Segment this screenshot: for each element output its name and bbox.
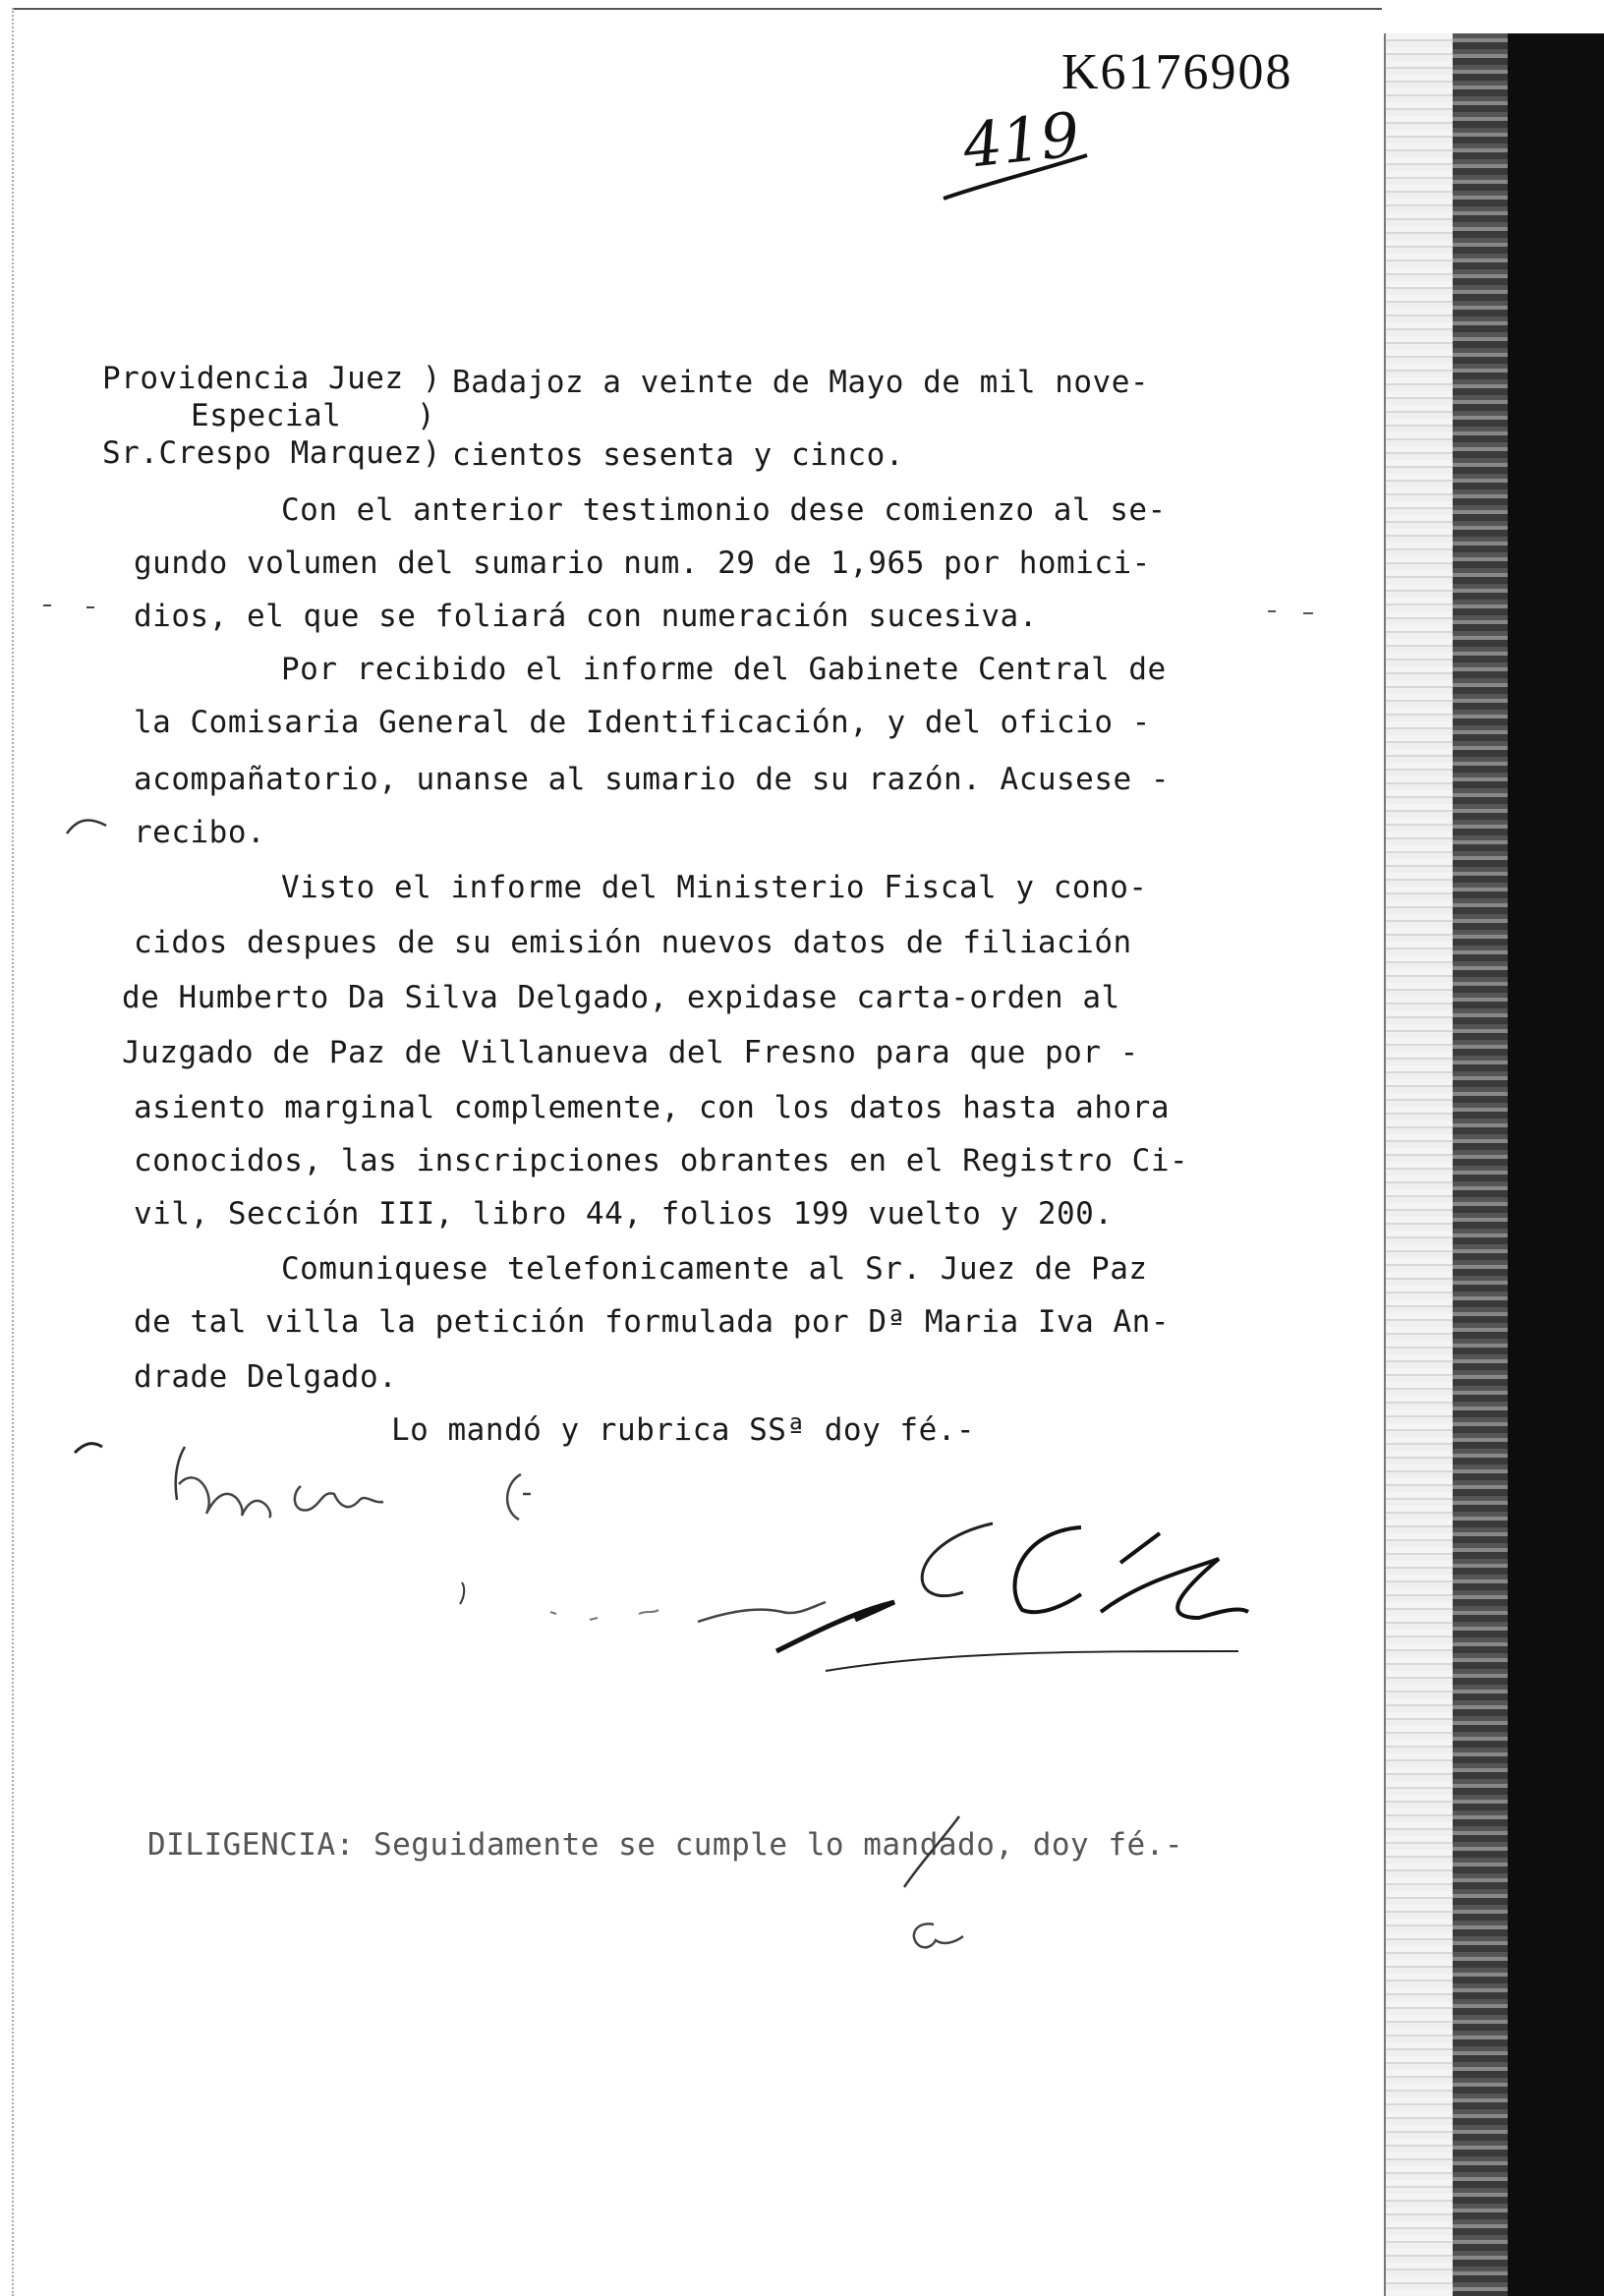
body-line-3: Con el anterior testimonio dese comienzo al se- (281, 492, 1167, 528)
body-line-4: gundo volumen del sumario num. 29 de 1,965 por homici- (134, 545, 1151, 581)
body-line-10: Visto el informe del Ministerio Fiscal y cono- (281, 870, 1148, 905)
signature-diligencia (865, 1808, 1022, 1966)
margin-especial: Especial ) (191, 398, 436, 433)
signature-judge (69, 1435, 560, 1632)
body-line-18: de tal villa la petición formulada por Dª Maria Iva An- (134, 1304, 1170, 1340)
binding-shadow (1384, 33, 1604, 2296)
folio-underline (940, 147, 1097, 206)
body-line-2: cientos sesenta y cinco. (452, 437, 904, 473)
body-line-19: drade Delgado. (134, 1359, 398, 1395)
binding-strip-light (1384, 33, 1455, 2296)
folio-number: 419 (959, 98, 1083, 182)
body-line-1: Badajoz a veinte de Mayo de mil nove- (452, 365, 1150, 400)
body-line-8: acompañatorio, unanse al sumario de su razón. Acusese - (134, 762, 1170, 797)
binding-strip-mid (1453, 33, 1508, 2296)
body-line-5: dios, el que se foliará con numeración sucesiva. (134, 599, 1038, 634)
body-line-6: Por recibido el informe del Gabinete Central de (281, 652, 1167, 687)
margin-mark-1 (63, 810, 112, 839)
body-line-14: asiento marginal complemente, con los datos hasta ahora (134, 1090, 1170, 1125)
right-dash-marks (1264, 605, 1323, 625)
page-left-edge (12, 8, 14, 2296)
body-line-7: la Comisaria General de Identificación, y del oficio - (134, 705, 1151, 740)
document-number: K6176908 (1061, 44, 1293, 100)
body-line-13: Juzgado de Paz de Villanueva del Fresno para que por - (122, 1035, 1139, 1070)
body-line-11: cidos despues de su emisión nuevos datos de filiación (134, 925, 1132, 960)
body-line-17: Comuniquese telefonicamente al Sr. Juez de Paz (281, 1251, 1148, 1287)
body-line-15: conocidos, las inscripciones obrantes en el Registro Ci- (134, 1143, 1189, 1178)
page-top-edge (14, 8, 1382, 10)
signature-secretary (531, 1504, 1258, 1700)
binding-strip-dark (1508, 33, 1604, 2296)
body-closing-line: Lo mandó y rubrica SSª doy fé.- (391, 1412, 976, 1448)
margin-dash-marks (39, 596, 118, 615)
margin-providencia-juez: Providencia Juez ) (102, 361, 441, 396)
body-line-9: recibo. (134, 815, 266, 850)
body-line-12: de Humberto Da Silva Delgado, expidase carta-orden al (122, 980, 1120, 1015)
diligencia-line: DILIGENCIA: Seguidamente se cumple lo mandado, doy fé.- (147, 1827, 1183, 1863)
margin-judge-name: Sr.Crespo Marquez) (102, 435, 441, 471)
body-line-16: vil, Sección III, libro 44, folios 199 vuelto y 200. (134, 1196, 1114, 1232)
